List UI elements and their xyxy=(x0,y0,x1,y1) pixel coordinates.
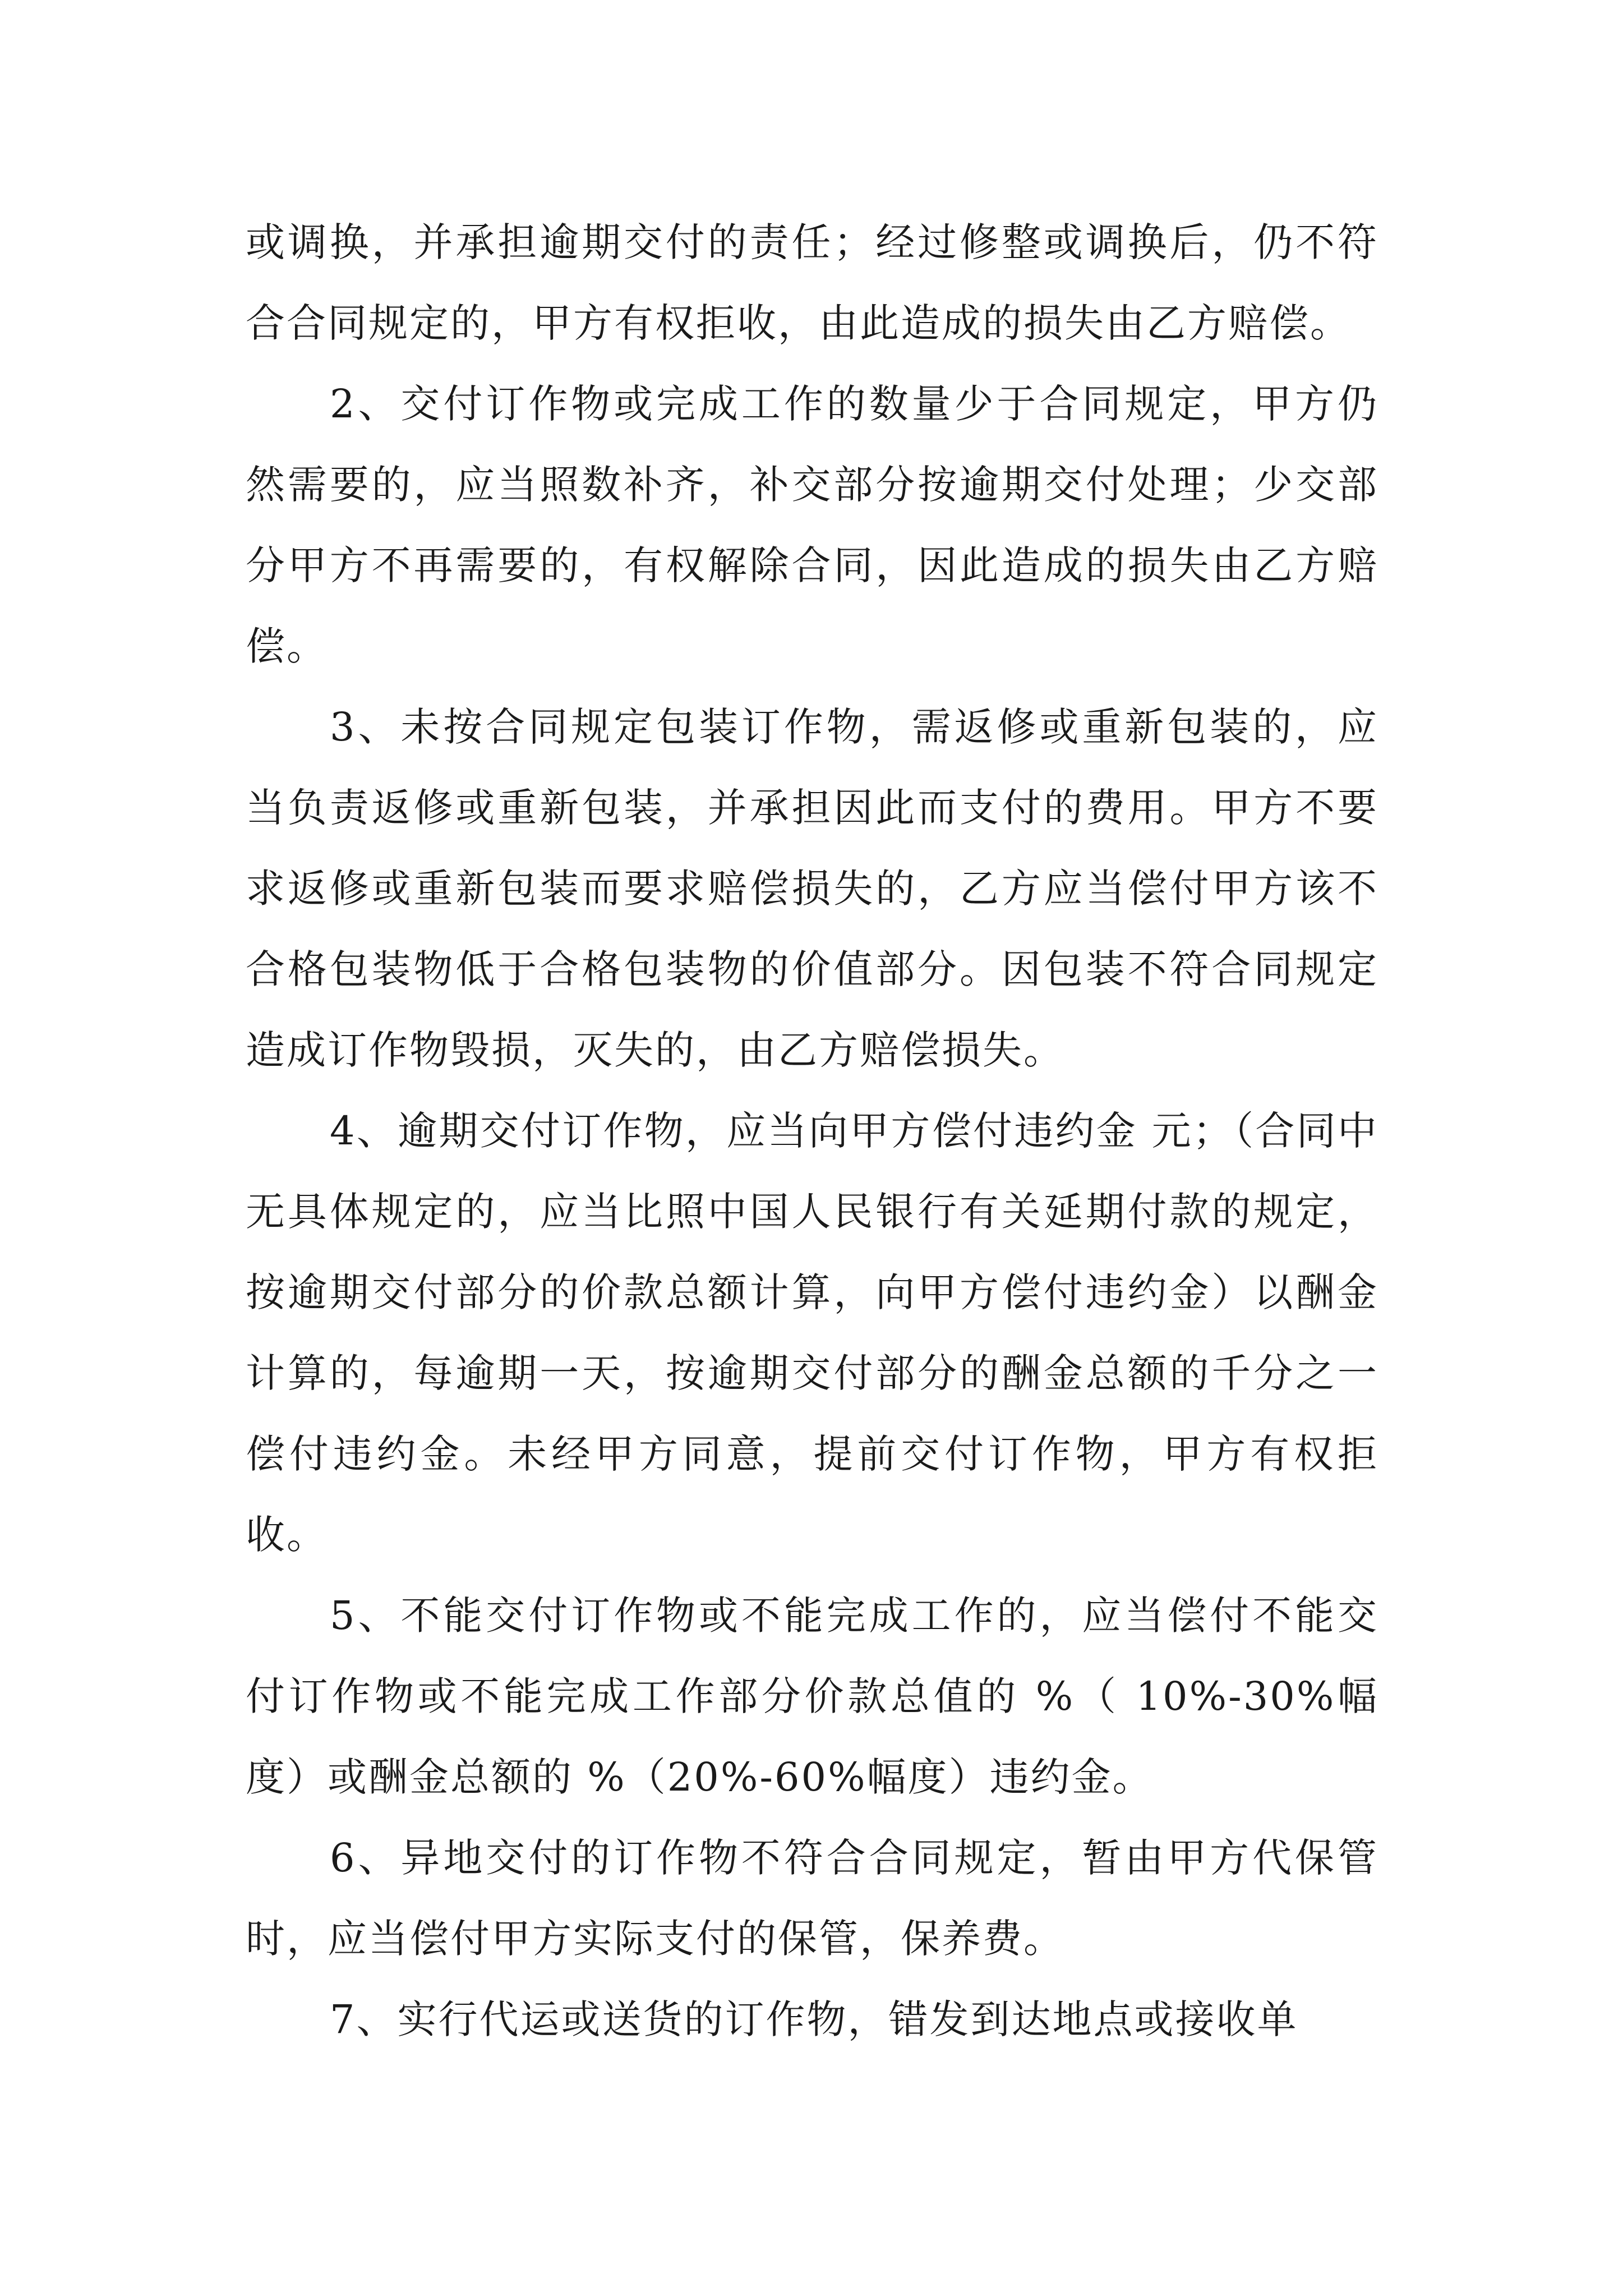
clause-6: 6、异地交付的订作物不符合合同规定，暂由甲方代保管时，应当偿付甲方实际支付的保管，保养费。 xyxy=(246,1835,1378,1962)
document-body xyxy=(246,202,1378,2060)
clause-2: 2、交付订作物或完成工作的数量少于合同规定，甲方仍然需要的，应当照数补齐，补交部分按逾期交付处理；少交部分甲方不再需要的，有权解除合同，因此造成的损失由乙方赔偿。 xyxy=(246,381,1378,669)
clause-4: 4、逾期交付订作物，应当向甲方偿付违约金 元；（合同中无具体规定的，应当比照中国人民银行有关延期付款的规定，按逾期交付部分的价款总额计算，向甲方偿付违约金）以酬金计算的，每逾期一天，按逾期交付部分的酬金总额的千分之一偿付违约金。未经甲方同意，提前交付订作物，甲方有权拒收。 xyxy=(246,1108,1378,1558)
paragraph-continuation: 或调换，并承担逾期交付的责任；经过修整或调换后，仍不符合合同规定的，甲方有权拒收，由此造成的损失由乙方赔偿。 xyxy=(246,219,1378,346)
clause-7: 7、实行代运或送货的订作物，错发到达地点或接收单 xyxy=(330,1996,1298,2042)
clause-3: 3、未按合同规定包装订作物，需返修或重新包装的，应当负责返修或重新包装，并承担因此而支付的费用。甲方不要求返修或重新包装而要求赔偿损失的，乙方应当偿付甲方该不合格包装物低于合格包装物的价值部分。因包装不符合同规定造成订作物毁损，灭失的，由乙方赔偿损失。 xyxy=(246,704,1378,1073)
clause-5: 5、不能交付订作物或不能完成工作的，应当偿付不能交付订作物或不能完成工作部分价款总值的 %（ 10%-30%幅度）或酬金总额的 %（20%-60%幅度）违约金。 xyxy=(246,1593,1378,1800)
